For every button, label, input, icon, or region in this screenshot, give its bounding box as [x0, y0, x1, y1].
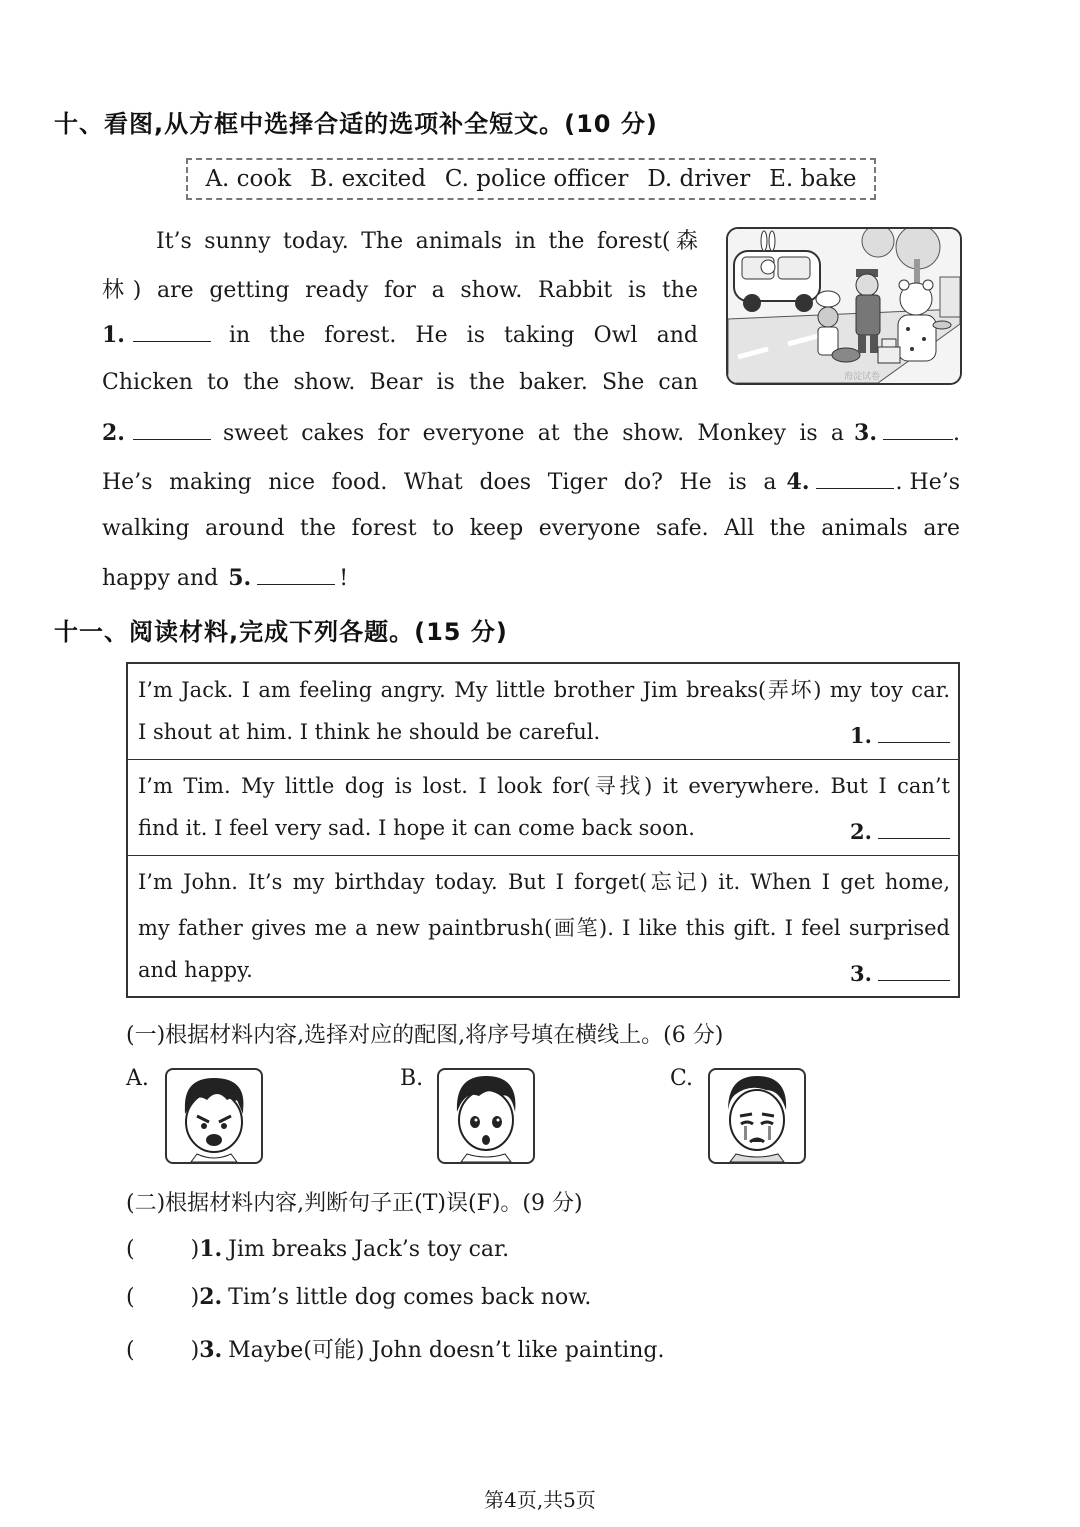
page-number-footer: 第4页,共5页	[484, 1488, 596, 1512]
passage-line-2: 林) are getting ready for a show. Rabbit is the	[102, 278, 698, 303]
passage-cell-2	[128, 760, 958, 856]
tf-number-1: 1.	[199, 1236, 223, 1262]
reading-passages-table	[126, 662, 960, 998]
blank-number-4: 4.	[786, 469, 810, 495]
section11-heading: 十一、阅读材料,完成下列各题。(15 分)	[54, 618, 508, 646]
answer-number-3: 3.	[850, 961, 872, 986]
blank-4[interactable]	[816, 468, 894, 489]
picture-b	[437, 1068, 535, 1164]
passage-line-5	[102, 419, 960, 446]
passage-text: !	[339, 566, 349, 591]
picture-label-a: A.	[126, 1066, 149, 1091]
blank-2[interactable]	[133, 419, 211, 440]
answer-slot-3	[850, 960, 950, 986]
answer-slot-1	[850, 722, 950, 748]
passage-3-line-2: my father gives me a new paintbrush(画笔). I like this gift. I feel surprised	[138, 916, 950, 940]
tf-statement-2: Tim’s little dog comes back now.	[228, 1285, 592, 1310]
passage-line-3	[102, 321, 698, 348]
option-b: B. excited	[310, 166, 426, 192]
answer-number-1: 1.	[850, 723, 872, 748]
passage-line-6	[102, 468, 960, 495]
passage-2-line-2: find it. I feel very sad. I hope it can come back soon.	[138, 816, 695, 840]
part1-heading: (一)根据材料内容,选择对应的配图,将序号填在横线上。(6 分)	[126, 1023, 724, 1048]
passage-line-4: Chicken to the show. Bear is the baker. She can	[102, 370, 698, 395]
passage-line-1: It’s sunny today. The animals in the forest(森	[156, 229, 698, 254]
forest-show-illustration	[726, 227, 962, 385]
section10-heading: 十、看图,从方框中选择合适的选项补全短文。(10 分)	[54, 110, 658, 138]
passage-3-line-3: and happy.	[138, 958, 253, 982]
answer-blank-1[interactable]	[878, 722, 950, 743]
passage-1-line-1: I’m Jack. I am feeling angry. My little brother Jim breaks(弄坏) my toy car.	[138, 678, 950, 702]
passage-text: happy and	[102, 566, 219, 591]
passage-text: .	[953, 421, 960, 446]
answer-blank-3[interactable]	[878, 960, 950, 981]
blank-number-1: 1.	[102, 322, 125, 348]
tf-statement-3: Maybe(可能) John doesn’t like painting.	[228, 1338, 665, 1363]
paren-open: (	[126, 1237, 135, 1262]
passage-line-7: walking around the forest to keep everyone safe. All the animals are	[102, 516, 960, 541]
blank-number-2: 2.	[102, 420, 125, 446]
blank-3[interactable]	[883, 419, 953, 440]
option-e: E. bake	[769, 166, 857, 192]
true-false-item-1	[126, 1236, 509, 1262]
surprised-boy-face-icon	[439, 1070, 533, 1162]
paren-open: (	[126, 1338, 135, 1363]
crying-boy-face-icon	[710, 1070, 804, 1162]
passage-1-line-2: I shout at him. I think he should be careful.	[138, 720, 601, 744]
tf-number-2: 2.	[199, 1284, 223, 1310]
tf-number-3: 3.	[199, 1337, 223, 1363]
true-false-item-3	[126, 1333, 664, 1364]
blank-1[interactable]	[133, 321, 211, 342]
paren-close: )	[190, 1338, 200, 1363]
image-watermark: 海淀试卷	[844, 372, 881, 382]
passage-2-line-1: I’m Tim. My little dog is lost. I look for(寻找) it everywhere. But I can’t	[138, 774, 950, 798]
option-d: D. driver	[647, 166, 751, 192]
picture-a	[165, 1068, 263, 1164]
option-c: C. police officer	[444, 166, 629, 192]
tf-statement-1: Jim breaks Jack’s toy car.	[228, 1237, 510, 1262]
passage-cell-1	[128, 664, 958, 760]
picture-c	[708, 1068, 806, 1164]
word-option-box	[186, 158, 876, 200]
passage-text: sweet cakes for everyone at the show. Monkey is a	[222, 421, 845, 446]
true-false-item-2	[126, 1284, 591, 1310]
paren-close: )	[190, 1285, 200, 1310]
answer-blank-2[interactable]	[878, 818, 950, 839]
passage-text: He’s making nice food. What does Tiger do? He is a	[102, 470, 777, 495]
passage-cell-3	[128, 856, 958, 996]
passage-line-8	[102, 564, 348, 591]
passage-3-line-1: I’m John. It’s my birthday today. But I forget(忘记) it. When I get home,	[138, 870, 950, 894]
answer-number-2: 2.	[850, 819, 872, 844]
passage-text: . He’s	[895, 470, 960, 495]
blank-number-5: 5.	[228, 565, 252, 591]
angry-boy-face-icon	[167, 1070, 261, 1162]
picture-label-b: B.	[400, 1066, 424, 1091]
blank-5[interactable]	[257, 564, 335, 585]
paren-open: (	[126, 1285, 135, 1310]
paren-close: )	[190, 1237, 200, 1262]
answer-slot-2	[850, 818, 950, 844]
option-a: A. cook	[205, 166, 292, 192]
blank-number-3: 3.	[854, 420, 877, 446]
part2-heading: (二)根据材料内容,判断句子正(T)误(F)。(9 分)	[126, 1191, 583, 1216]
passage-text: in the forest. He is taking Owl and	[228, 323, 698, 348]
forest-scene-image	[728, 229, 960, 383]
picture-label-c: C.	[670, 1066, 694, 1091]
